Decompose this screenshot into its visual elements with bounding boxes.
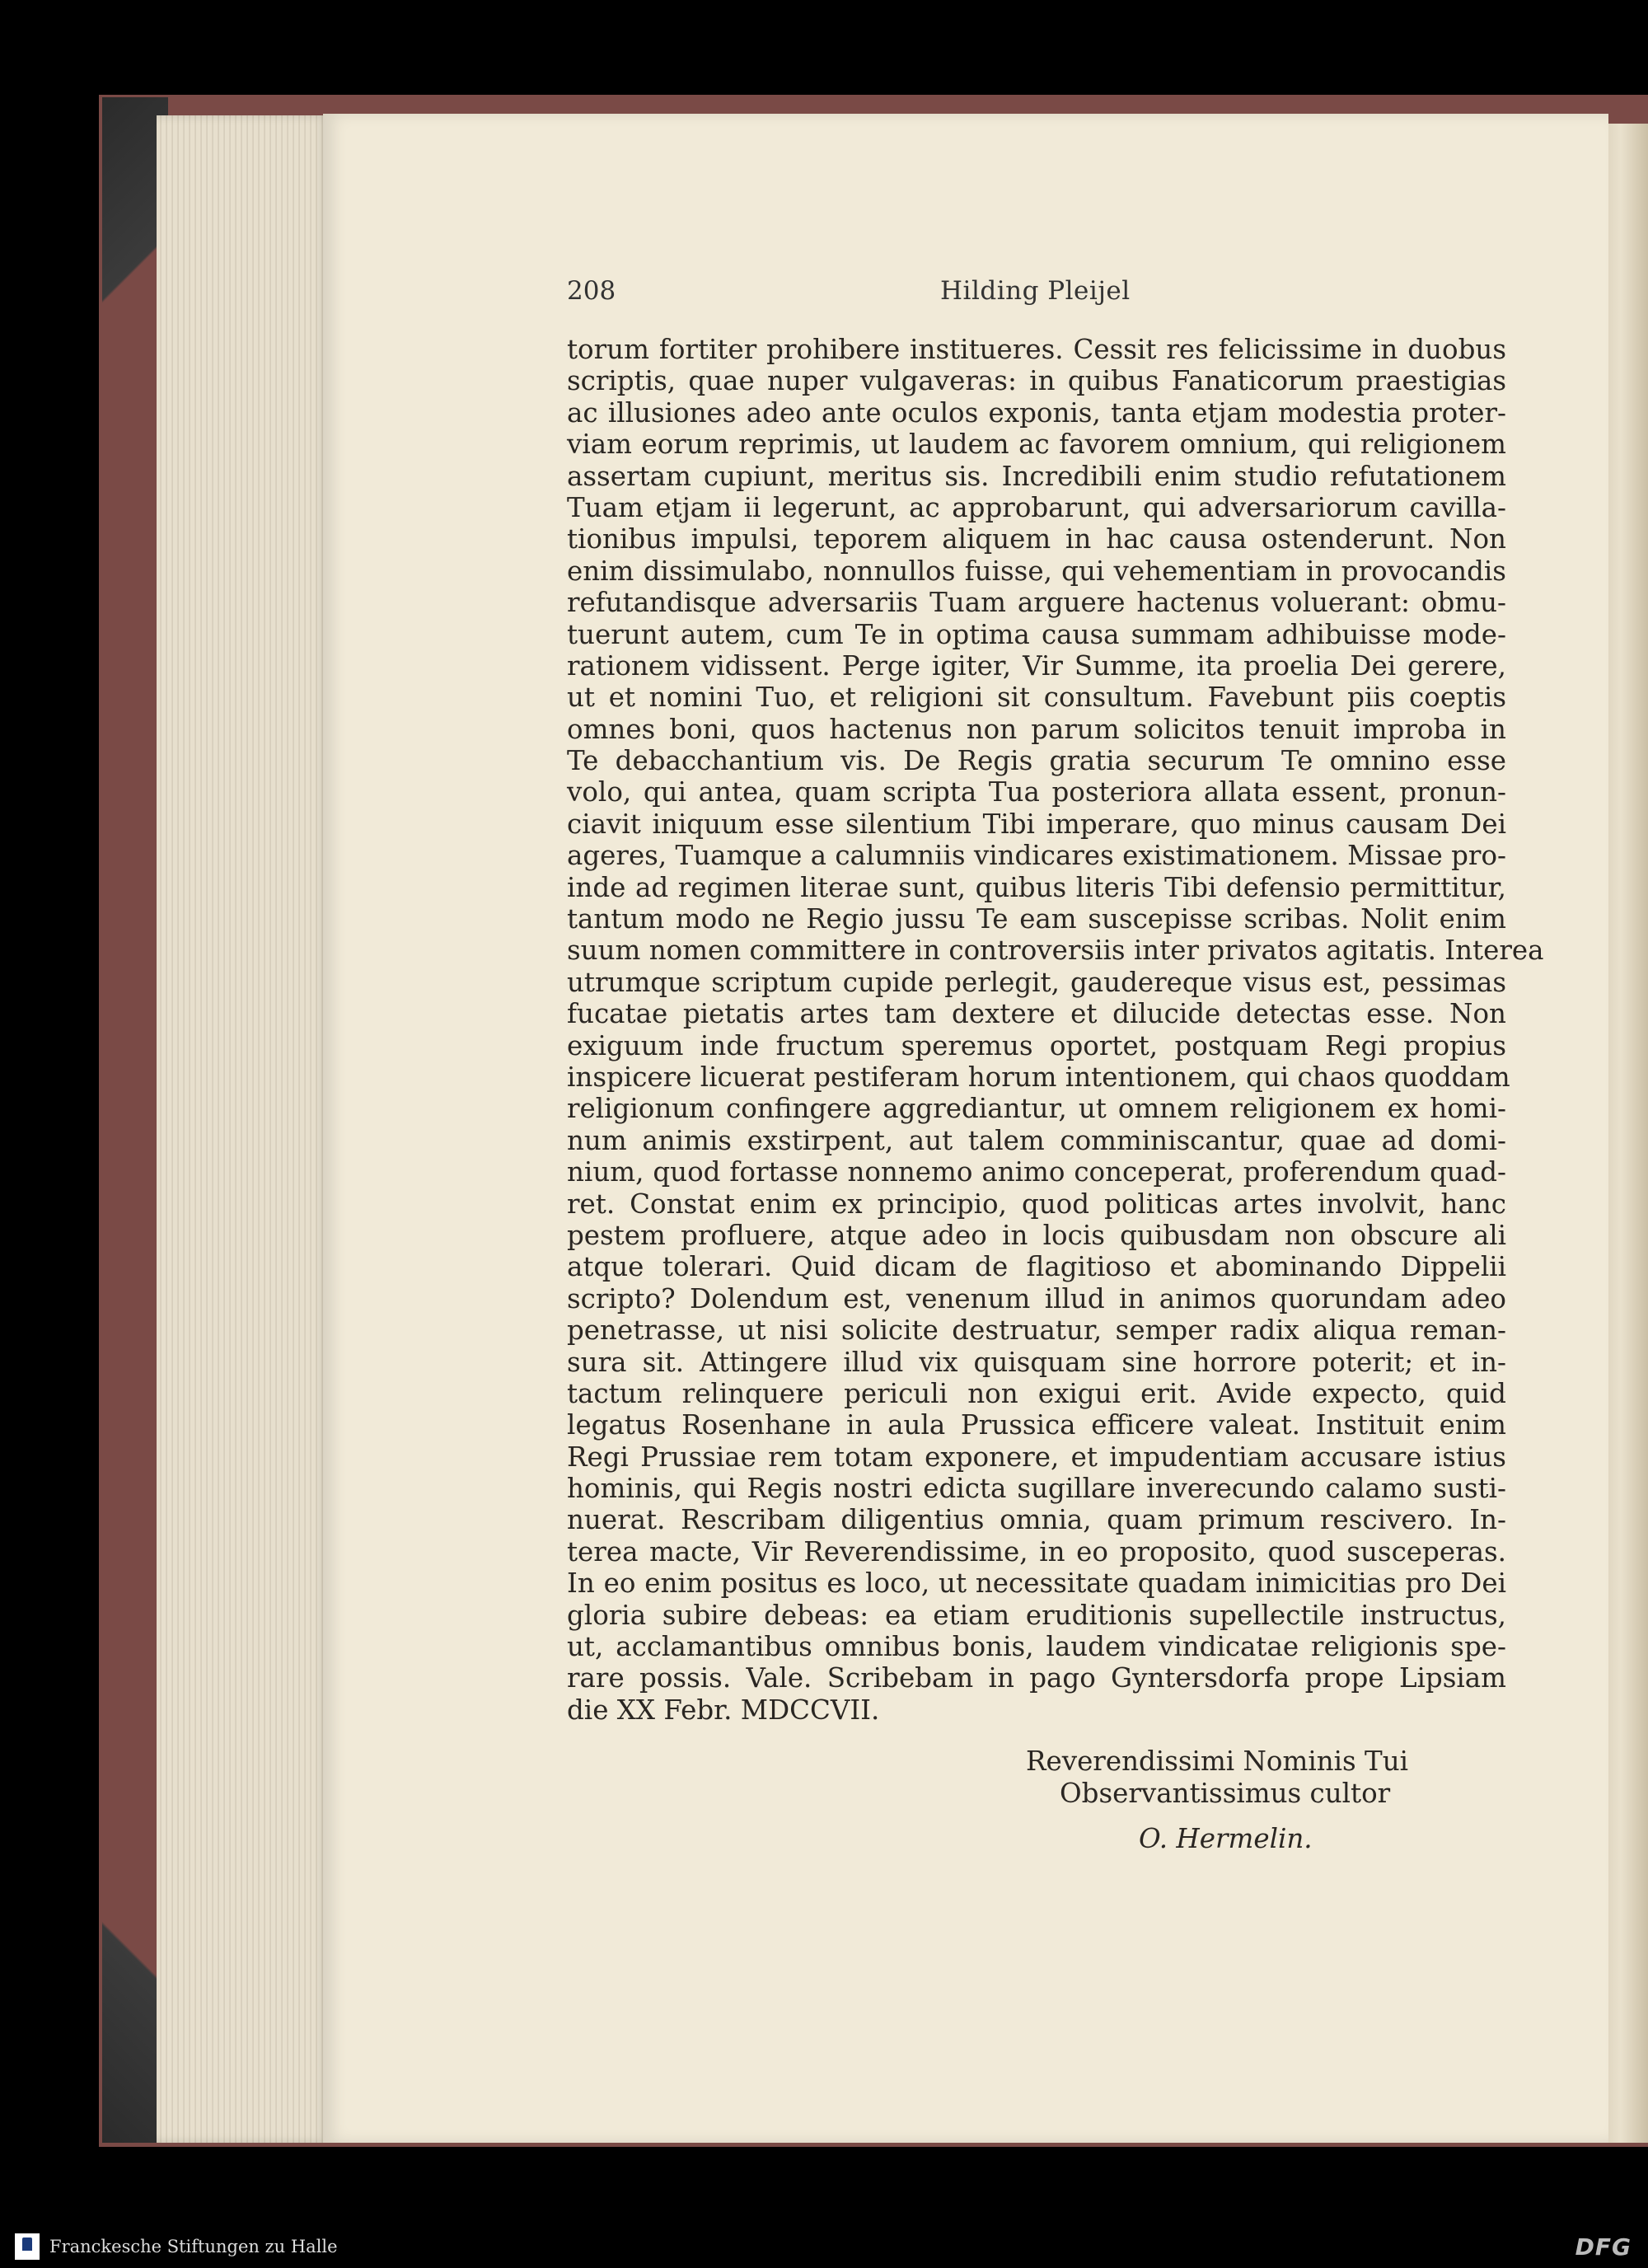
text-line: rationem vidissent. Perge igiter, Vir Summe, ita proelia Dei gerere, [567,649,1506,682]
text-line: legatus Rosenhane in aula Prussica efficere valeat. Instituit enim [567,1409,1506,1441]
text-line: ac illusiones adeo ante oculos exponis, tanta etjam modestia proter- [567,396,1506,429]
text-line: atque tolerari. Quid dicam de flagitioso et abominando Dippelii [567,1251,1506,1283]
text-line: inde ad regimen literae sunt, quibus literis Tibi defensio permittitur, [567,871,1506,903]
text-line: enim dissimulabo, nonnullos fuisse, qui vehementiam in provocandis [567,555,1506,587]
institution-logo-icon [15,2233,40,2260]
dfg-logo: DFG [1575,2233,1632,2261]
closing-title: Observantissimus cultor [1060,1778,1391,1809]
text-line: inspicere licuerat pestiferam horum intentionem, qui chaos quoddam [567,1061,1510,1093]
text-line: scriptis, quae nuper vulgaveras: in quibus Fanaticorum praestigias [567,365,1506,397]
next-page-edge [1603,124,1648,2143]
text-line: ret. Constat enim ex principio, quod politicas artes involvit, hanc [567,1188,1506,1220]
text-line: suum nomen committere in controversiis inter privatos agitatis. Interea [567,935,1544,967]
text-line: Tuam etjam ii legerunt, ac approbarunt, qui adversariorum cavilla- [567,491,1506,523]
text-line: tactum relinquere periculi non exigui erit. Avide expecto, quid [567,1377,1506,1409]
text-line: ut, acclamantibus omnibus bonis, laudem vindicatae religionis spe- [567,1631,1506,1663]
text-line: Te debacchantium vis. De Regis gratia securum Te omnino esse [567,745,1506,777]
running-title: Hilding Pleijel [940,276,1131,306]
text-line: tuerunt autem, cum Te in optima causa summam adhibuisse mode- [567,618,1506,650]
text-line: utrumque scriptum cupide perlegit, gaudereque visus est, pessimas [567,966,1506,998]
text-line: Regi Prussiae rem totam exponere, et impudentiam accusare istius [567,1441,1506,1473]
text-line: terea macte, Vir Reverendissime, in eo proposito, quod susceperas. [567,1535,1506,1567]
text-line: gloria subire debeas: ea etiam eruditionis supellectile instructus, [567,1599,1506,1631]
text-line: penetrasse, ut nisi solicite destruatur, semper radix aliqua reman- [567,1314,1506,1347]
text-line: tantum modo ne Regio jussu Te eam suscepisse scribas. Nolit enim [567,903,1506,935]
text-line: num animis exstirpent, aut talem comminiscantur, quae ad domi- [567,1124,1506,1156]
text-line: In eo enim positus es loco, ut necessitate quadam inimicitias pro Dei [567,1567,1506,1600]
text-line: tionibus impulsi, teporem aliquem in hac causa ostenderunt. Non [567,523,1506,555]
closing-salutation: Reverendissimi Nominis Tui [1026,1746,1409,1777]
text-line: volo, qui antea, quam scripta Tua posteriora allata essent, pronun- [567,776,1506,808]
page-edges [157,115,330,2143]
text-line: omnes boni, quos hactenus non parum solicitos tenuit improba in [567,713,1506,745]
text-line: exiguum inde fructum speremus oportet, postquam Regi propius [567,1029,1506,1061]
footer-institution: Franckesche Stiftungen zu Halle [49,2237,338,2256]
text-line: die XX Febr. MDCCVII. [567,1694,880,1726]
text-line: sura sit. Attingere illud vix quisquam sine horrore poterit; et in- [567,1346,1506,1378]
page-number: 208 [567,276,616,306]
text-line: hominis, qui Regis nostri edicta sugillare inverecundo calamo susti- [567,1473,1506,1505]
text-line: ut et nomini Tuo, et religioni sit consultum. Favebunt piis coeptis [567,682,1506,714]
text-line: assertam cupiunt, meritus sis. Incredibili enim studio refutationem [567,460,1506,492]
body-text [567,334,1544,1726]
text-line: nuerat. Rescribam diligentius omnia, quam primum rescivero. In- [567,1504,1506,1536]
text-line: ciavit iniquum esse silentium Tibi imperare, quo minus causam Dei [567,808,1506,840]
text-line: refutandisque adversariis Tuam arguere hactenus voluerant: obmu- [567,587,1506,619]
text-line: torum fortiter prohibere institueres. Cessit res felicissime in duobus [567,334,1506,365]
text-line: religionum confingere aggrediantur, ut omnem religionem ex homi- [567,1093,1506,1125]
signature: O. Hermelin. [1139,1823,1313,1854]
text-line: rare possis. Vale. Scribebam in pago Gyntersdorfa prope Lipsiam [567,1662,1506,1694]
text-line: ageres, Tuamque a calumniis vindicares existimationem. Missae pro- [567,840,1506,872]
text-line: viam eorum reprimis, ut laudem ac favorem omnium, qui religionem [567,429,1506,461]
footer-bar [0,2225,1648,2268]
text-line: fucatae pietatis artes tam dextere et dilucide detectas esse. Non [567,998,1506,1030]
text-line: pestem profluere, atque adeo in locis quibusdam non obscure ali [567,1219,1506,1251]
text-line: scripto? Dolendum est, venenum illud in animos quorundam adeo [567,1282,1506,1314]
text-line: nium, quod fortasse nonnemo animo conceperat, proferendum quad- [567,1156,1506,1188]
